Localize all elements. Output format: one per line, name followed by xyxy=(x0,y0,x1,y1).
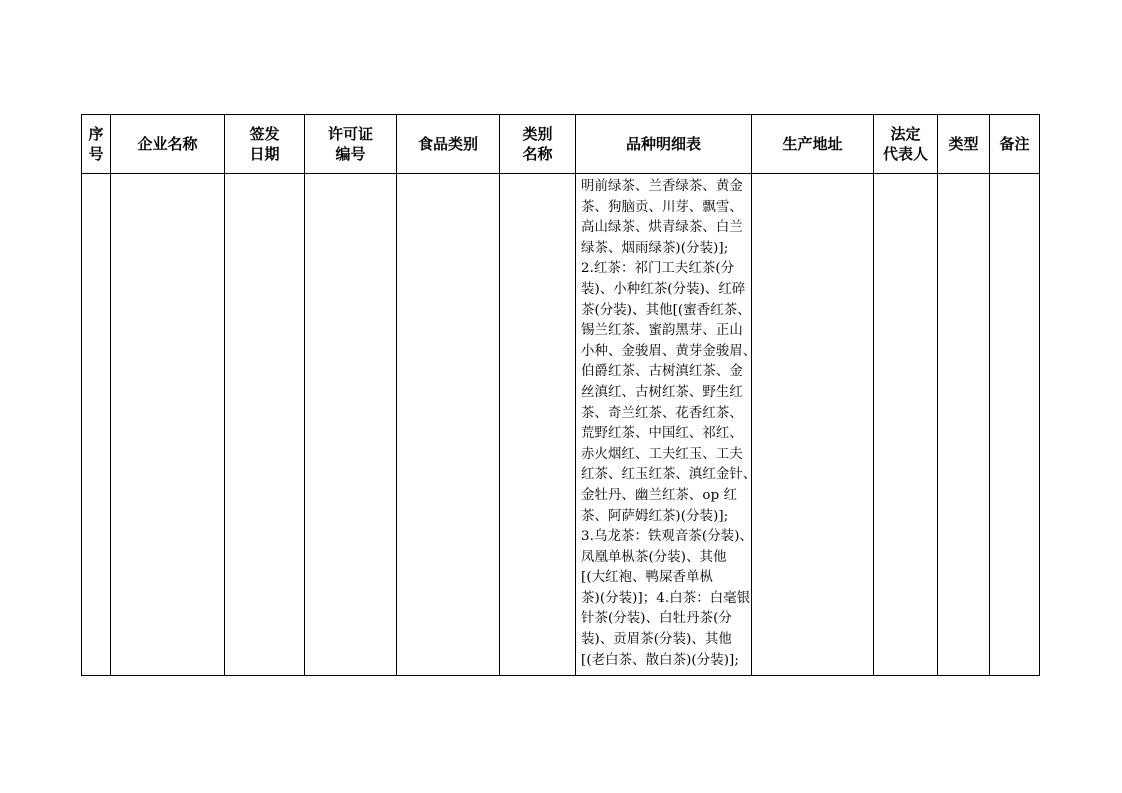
detail-line: 装)、贡眉茶(分装)、其他 xyxy=(581,632,732,648)
header-food-category: 食品类别 xyxy=(397,115,500,174)
cell-company-name xyxy=(111,174,225,676)
header-category-name: 类别 名称 xyxy=(500,115,576,174)
detail-line: 金牡丹、幽兰红茶、op 红 xyxy=(581,487,738,503)
detail-line: 小种、金骏眉、黄芽金骏眉、 xyxy=(581,343,757,359)
detail-line: 绿茶、烟雨绿茶)(分装)]; xyxy=(581,240,729,256)
detail-line: 荒野红茶、中国红、祁红、 xyxy=(581,426,743,442)
detail-line: 装)、小种红茶(分装)、红碎 xyxy=(581,281,746,297)
detail-line: 3.乌龙茶：铁观音茶(分装)、 xyxy=(581,529,754,545)
header-company-name: 企业名称 xyxy=(111,115,225,174)
detail-line: 茶、狗脑贡、川芽、飘雪、 xyxy=(581,199,743,215)
detail-line: 锡兰红茶、蜜韵黑芽、正山 xyxy=(581,323,743,339)
detail-line: 茶、阿萨姆红茶)(分装)]; xyxy=(581,508,729,524)
detail-line: 丝滇红、古树红茶、野生红 xyxy=(581,384,743,400)
detail-line: [(老白茶、散白茶)(分装)]; xyxy=(581,652,739,668)
document-page xyxy=(81,114,1039,676)
detail-line: 红茶、红玉红茶、滇红金针、 xyxy=(581,467,757,483)
cell-variety-details xyxy=(576,174,757,676)
header-license-number: 许可证 编号 xyxy=(305,115,397,174)
cell-serial xyxy=(82,174,111,676)
detail-line: 针茶(分装)、白牡丹茶(分 xyxy=(581,611,732,627)
cell-production-address xyxy=(752,174,874,676)
header-issue-date: 签发 日期 xyxy=(225,115,305,174)
detail-line: 2.红茶：祁门工夫红茶(分 xyxy=(581,261,735,277)
detail-line: [(大红袍、鸭屎香单枞 xyxy=(581,570,714,586)
header-variety-details: 品种明细表 xyxy=(576,115,752,174)
detail-line: 茶)(分装)]；4.白茶：白毫银 xyxy=(581,590,751,606)
detail-line: 茶(分装)、其他[(蜜香红茶、 xyxy=(581,302,751,318)
cell-license-number xyxy=(305,174,397,676)
detail-line: 高山绿茶、烘青绿茶、白兰 xyxy=(581,220,743,236)
table-row xyxy=(82,174,1040,676)
cell-issue-date xyxy=(225,174,305,676)
cell-food-category xyxy=(397,174,500,676)
detail-line: 明前绿茶、兰香绿茶、黄金 xyxy=(581,179,743,194)
cell-type xyxy=(938,174,990,676)
header-row xyxy=(82,115,1040,174)
header-type: 类型 xyxy=(938,115,990,174)
header-production-address: 生产地址 xyxy=(752,115,874,174)
header-legal-representative: 法定 代表人 xyxy=(874,115,938,174)
detail-line: 赤火烟红、工夫红玉、工夫 xyxy=(581,446,743,462)
detail-line: 伯爵红茶、古树滇红茶、金 xyxy=(581,364,743,380)
cell-category-name xyxy=(500,174,576,676)
cell-remarks xyxy=(990,174,1040,676)
header-serial: 序 号 xyxy=(82,115,111,174)
detail-line: 凤凰单枞茶(分装)、其他 xyxy=(581,549,727,565)
detail-line: 茶、奇兰红茶、花香红茶、 xyxy=(581,405,743,421)
license-table xyxy=(81,114,1040,676)
header-remarks: 备注 xyxy=(990,115,1040,174)
cell-legal-representative xyxy=(874,174,938,676)
